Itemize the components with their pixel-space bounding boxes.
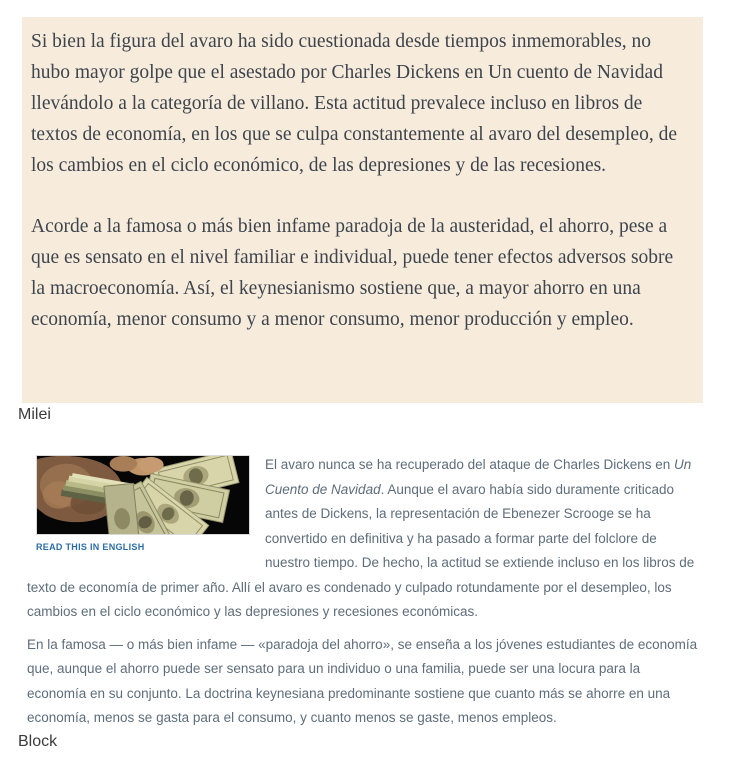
- read-in-english-link[interactable]: READ THIS IN ENGLISH: [36, 542, 145, 552]
- thumb-shape: [138, 457, 164, 473]
- quote-paragraph-2: Acorde a la famosa o más bien infame paradoja de la austeridad, el ahorro, pese a que es sensato en el nivel familiar e individual, puede tener efectos adversos sobre la macroeconomía. Así, el keynesianismo sostiene que, a mayor ahorro en una economía, menor consumo y a menor consumo, menor producción y empleo.: [31, 216, 674, 330]
- quote-paragraph-1: Si bien la figura del avaro ha sido cuestionada desde tiempos inmemorables, no hubo mayor golpe que el asestado por Charles Dickens en Un cuento de Navidad llevándolo a la categoría de villano. Esta actitud prevalece incluso en libros de textos de economía, en los que se culpa constantemente al avaro del desempleo, de los cambios en el ciclo económico, de las depresiones y de las recesiones.: [31, 31, 677, 176]
- article-excerpt: [0, 453, 730, 731]
- spanish-quote-box: [22, 17, 703, 403]
- article-media-block: [36, 455, 252, 553]
- source-label-block: Block: [18, 733, 58, 750]
- source-label-milei: Milei: [18, 406, 51, 423]
- money-photo: [36, 455, 250, 535]
- book-title-italic: Un Cuento de Navidad: [265, 457, 692, 497]
- paragraph-1-text-continued: . Aunque el avaro había sido duramente criticado antes de Dickens, la representación de Ebenezer Scrooge se ha convertido en definitiva y ha pasado a formar parte del folclore de nuestro tiempo. De hecho, la actitud se extiende incluso en los libros de texto de economía de primer año. Allí el avaro es condenado y culpado rotundamente por el desempleo, los cambios en el ciclo económico y las depresiones y recesiones económicas.: [27, 481, 695, 619]
- paragraph-1-text: El avaro nunca se ha recuperado del ataque de Charles Dickens en: [265, 457, 675, 472]
- article-paragraph-2: En la famosa — o más bien infame — «paradoja del ahorro», se enseña a los jóvenes estudiantes de economía que, aunque el ahorro puede ser sensato para un individuo o una familia, puede ser una locura para la economía en su conjunto. La doctrina keynesiana predominante sostiene que cuanto más se ahorre en una economía, menos se gasta para el consumo, y cuanto menos se gaste, menos empleos.: [27, 636, 698, 725]
